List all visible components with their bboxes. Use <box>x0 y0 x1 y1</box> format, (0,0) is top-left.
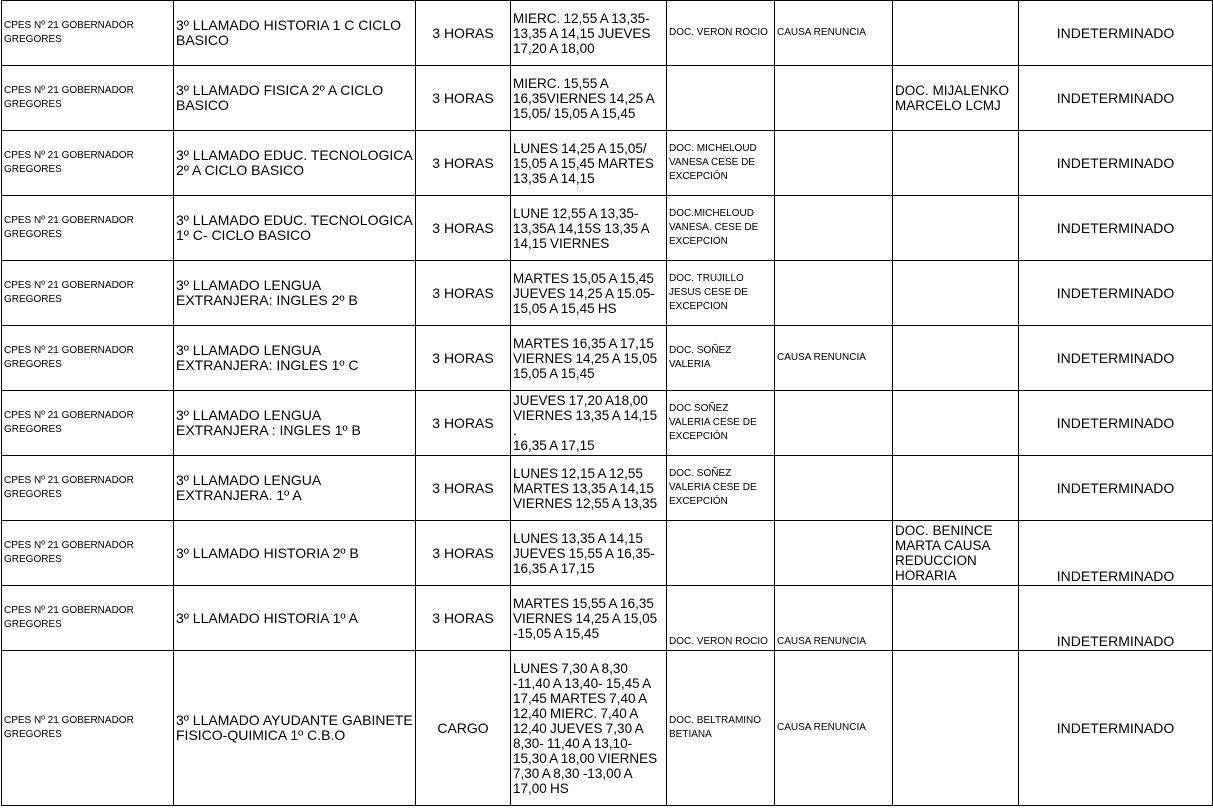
table-row <box>2 131 1213 196</box>
schedule-cell: LUNES 7,30 A 8,30 -11,40 A 13,40- 15,45 A 17,45 MARTES 7,40 A 12,40 MIERC. 7,40 A 12,40 JUEVES 7,30 A 8,30- 11,40 A 13,10- 15,30 A 18,00 VIERNES 7,30 A 8,30 -13,00 A 17,00 HS <box>511 651 667 806</box>
teacher-cell: DOC. BELTRAMINO BETIANA <box>667 651 775 806</box>
call-cell: 3º LLAMADO HISTORIA 1º A <box>174 586 416 651</box>
cause-cell: CAUSA RENUNCIA <box>775 1 893 66</box>
hours-cell: 3 HORAS <box>416 456 511 521</box>
replacement-cell <box>893 456 1019 521</box>
table-row <box>2 521 1213 586</box>
call-cell: 3º LLAMADO EDUC. TECNOLOGICA 1º C- CICLO BASICO <box>174 196 416 261</box>
duration-cell: INDETERMINADO <box>1019 196 1213 261</box>
hours-cell: 3 HORAS <box>416 521 511 586</box>
school-cell: CPES Nº 21 GOBERNADOR GREGORES <box>2 456 174 521</box>
table-row <box>2 66 1213 131</box>
table-row <box>2 261 1213 326</box>
call-cell: 3º LLAMADO EDUC. TECNOLOGICA 2º A CICLO BASICO <box>174 131 416 196</box>
cause-cell <box>775 66 893 131</box>
call-cell: 3º LLAMADO HISTORIA 2º B <box>174 521 416 586</box>
duration-cell: INDETERMINADO <box>1019 586 1213 651</box>
cause-cell: CAUSA RENUNCIA <box>775 651 893 806</box>
cause-cell <box>775 456 893 521</box>
replacement-cell <box>893 196 1019 261</box>
replacement-cell <box>893 131 1019 196</box>
cause-cell: CAUSA RENUNCIA <box>775 326 893 391</box>
hours-cell: 3 HORAS <box>416 391 511 456</box>
duration-cell: INDETERMINADO <box>1019 391 1213 456</box>
teacher-cell: DOC. SOÑEZ VALERIA CESE DE EXCEPCIÓN <box>667 456 775 521</box>
school-cell: CPES Nº 21 GOBERNADOR GREGORES <box>2 196 174 261</box>
teacher-cell: DOC. TRUJILLO JESUS CESE DE EXCEPCION <box>667 261 775 326</box>
call-cell: 3º LLAMADO LENGUA EXTRANJERA. 1º A <box>174 456 416 521</box>
hours-cell: CARGO <box>416 651 511 806</box>
schedule-cell: LUNES 12,15 A 12,55 MARTES 13,35 A 14,15 VIERNES 12,55 A 13,35 <box>511 456 667 521</box>
replacement-cell <box>893 326 1019 391</box>
table-row <box>2 586 1213 651</box>
replacement-cell <box>893 586 1019 651</box>
table-row <box>2 651 1213 806</box>
schedule-cell: LUNE 12,55 A 13,35- 13,35A 14,15S 13,35 A 14,15 VIERNES <box>511 196 667 261</box>
school-cell: CPES Nº 21 GOBERNADOR GREGORES <box>2 586 174 651</box>
table-row <box>2 326 1213 391</box>
replacement-cell: DOC. MIJALENKO MARCELO LCMJ <box>893 66 1019 131</box>
replacement-cell <box>893 651 1019 806</box>
cause-cell <box>775 521 893 586</box>
cause-cell: CAUSA RENUNCIA <box>775 586 893 651</box>
call-cell: 3º LLAMADO AYUDANTE GABINETE FISICO-QUIMICA 1º C.B.O <box>174 651 416 806</box>
duration-cell: INDETERMINADO <box>1019 1 1213 66</box>
school-cell: CPES Nº 21 GOBERNADOR GREGORES <box>2 66 174 131</box>
replacement-cell <box>893 261 1019 326</box>
cause-cell <box>775 131 893 196</box>
teacher-cell <box>667 66 775 131</box>
duration-cell: INDETERMINADO <box>1019 456 1213 521</box>
schedule-cell: MIERC. 12,55 A 13,35- 13,35 A 14,15 JUEVES 17,20 A 18,00 <box>511 1 667 66</box>
school-cell: CPES Nº 21 GOBERNADOR GREGORES <box>2 391 174 456</box>
vacancies-table <box>1 0 1213 806</box>
hours-cell: 3 HORAS <box>416 131 511 196</box>
schedule-cell: MARTES 16,35 A 17,15 VIERNES 14,25 A 15,05 15,05 A 15,45 <box>511 326 667 391</box>
duration-cell: INDETERMINADO <box>1019 651 1213 806</box>
call-cell: 3º LLAMADO LENGUA EXTRANJERA: INGLES 2º B <box>174 261 416 326</box>
teacher-cell: DOC.MICHELOUD VANESA. CESE DE EXCEPCION <box>667 196 775 261</box>
hours-cell: 3 HORAS <box>416 261 511 326</box>
replacement-cell <box>893 1 1019 66</box>
school-cell: CPES Nº 21 GOBERNADOR GREGORES <box>2 326 174 391</box>
table-row <box>2 1 1213 66</box>
cause-cell <box>775 196 893 261</box>
school-cell: CPES Nº 21 GOBERNADOR GREGORES <box>2 131 174 196</box>
duration-cell: INDETERMINADO <box>1019 261 1213 326</box>
school-cell: CPES Nº 21 GOBERNADOR GREGORES <box>2 651 174 806</box>
duration-cell: INDETERMINADO <box>1019 326 1213 391</box>
school-cell: CPES Nº 21 GOBERNADOR GREGORES <box>2 521 174 586</box>
school-cell: CPES Nº 21 GOBERNADOR GREGORES <box>2 1 174 66</box>
table-row <box>2 196 1213 261</box>
duration-cell: INDETERMINADO <box>1019 131 1213 196</box>
schedule-cell: JUEVES 17,20 A18,00 VIERNES 13,35 A 14,15 . 16,35 A 17,15 <box>511 391 667 456</box>
hours-cell: 3 HORAS <box>416 1 511 66</box>
teacher-cell: DOC. MICHELOUD VANESA CESE DE EXCEPCIÓN <box>667 131 775 196</box>
hours-cell: 3 HORAS <box>416 586 511 651</box>
teacher-cell <box>667 521 775 586</box>
school-cell: CPES Nº 21 GOBERNADOR GREGORES <box>2 261 174 326</box>
teacher-cell: DOC. VERON ROCIO <box>667 1 775 66</box>
schedule-cell: MARTES 15,55 A 16,35 VIERNES 14,25 A 15,05 -15,05 A 15,45 <box>511 586 667 651</box>
schedule-cell: LUNES 13,35 A 14,15 JUEVES 15,55 A 16,35- 16,35 A 17,15 <box>511 521 667 586</box>
cause-cell <box>775 261 893 326</box>
hours-cell: 3 HORAS <box>416 66 511 131</box>
schedule-cell: MARTES 15,05 A 15,45 JUEVES 14,25 A 15.05- 15,05 A 15,45 HS <box>511 261 667 326</box>
duration-cell: INDETERMINADO <box>1019 66 1213 131</box>
schedule-cell: LUNES 14,25 A 15,05/ 15,05 A 15,45 MARTES 13,35 A 14,15 <box>511 131 667 196</box>
replacement-cell: DOC. BENINCE MARTA CAUSA REDUCCION HORARIA <box>893 521 1019 586</box>
call-cell: 3º LLAMADO LENGUA EXTRANJERA: INGLES 1º C <box>174 326 416 391</box>
call-cell: 3º LLAMADO LENGUA EXTRANJERA : INGLES 1º B <box>174 391 416 456</box>
call-cell: 3º LLAMADO HISTORIA 1 C CICLO BASICO <box>174 1 416 66</box>
schedule-cell: MIERC. 15,55 A 16,35VIERNES 14,25 A 15,05/ 15,05 A 15,45 <box>511 66 667 131</box>
teacher-cell: DOC. SOÑEZ VALERIA <box>667 326 775 391</box>
teacher-cell: DOC SOÑEZ VALERIA CESE DE EXCEPCIÓN <box>667 391 775 456</box>
replacement-cell <box>893 391 1019 456</box>
duration-cell: INDETERMINADO <box>1019 521 1213 586</box>
table-row <box>2 391 1213 456</box>
hours-cell: 3 HORAS <box>416 196 511 261</box>
teacher-cell: DOC. VERON ROCIO <box>667 586 775 651</box>
table-row <box>2 456 1213 521</box>
cause-cell <box>775 391 893 456</box>
hours-cell: 3 HORAS <box>416 326 511 391</box>
call-cell: 3º LLAMADO FISICA 2º A CICLO BASICO <box>174 66 416 131</box>
